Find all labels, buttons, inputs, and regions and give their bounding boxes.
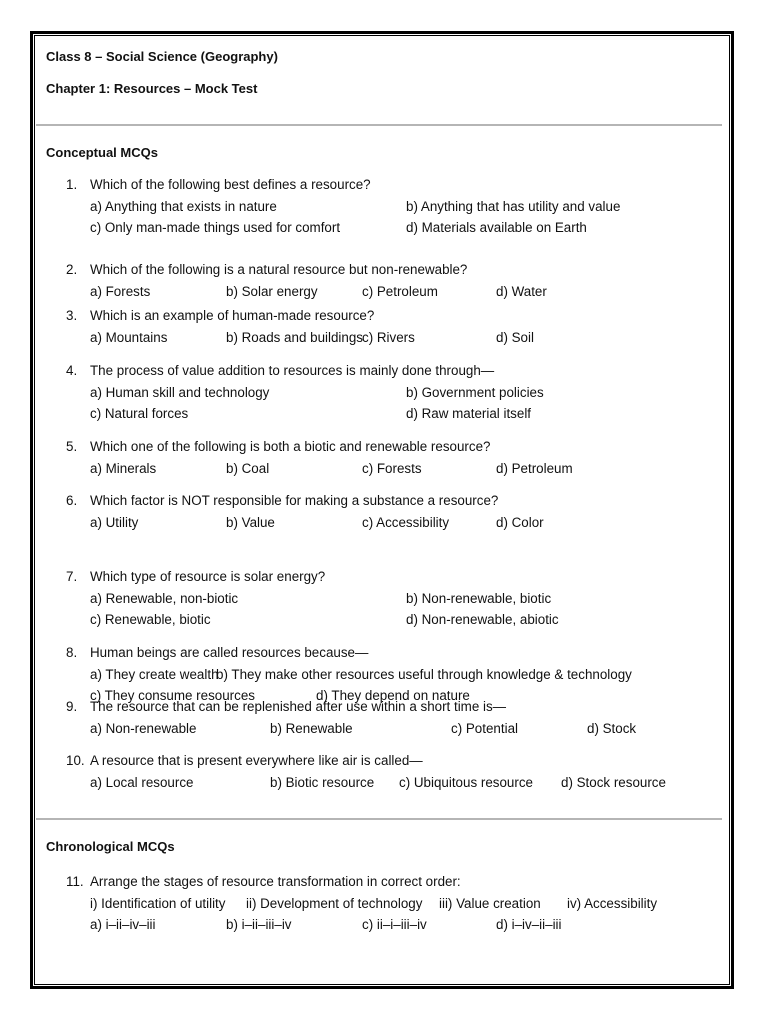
question-7 (66, 566, 726, 631)
option: b) Value (226, 514, 275, 530)
option-row (90, 458, 726, 480)
option: a) Renewable, non-biotic (90, 590, 239, 606)
question-text: Human beings are called resources because— (90, 645, 369, 660)
question-stem (66, 871, 726, 893)
options (66, 512, 726, 534)
option: iii) Value creation (439, 895, 541, 911)
document-subtitle: Chapter 1: Resources – Mock Test (46, 81, 258, 96)
option: d) i–iv–ii–iii (496, 917, 562, 932)
question-text: Arrange the stages of resource transformation in correct order: (90, 874, 461, 889)
option: d) Stock resource (561, 774, 666, 790)
option: d) Non-renewable, abiotic (406, 612, 559, 627)
option: d) They depend on nature (316, 688, 470, 703)
options (66, 382, 726, 425)
question-3 (66, 305, 726, 348)
options (66, 588, 726, 631)
option-row (90, 772, 726, 794)
option: d) Materials available on Earth (406, 220, 587, 235)
options (66, 327, 726, 349)
question-stem (66, 566, 726, 588)
question-stem (66, 750, 726, 772)
question-stem (66, 436, 726, 458)
option: b) Renewable (270, 720, 353, 736)
option: c) ii–i–iii–iv (362, 917, 427, 932)
option: d) Petroleum (496, 460, 573, 476)
option: b) Coal (226, 460, 270, 476)
option: a) Non-renewable (90, 720, 197, 736)
question-6 (66, 490, 726, 533)
question-stem (66, 642, 726, 664)
option: i) Identification of utility (90, 895, 226, 911)
question-number: 10. (66, 753, 85, 768)
option: ii) Development of technology (246, 895, 423, 911)
option: b) Anything that has utility and value (406, 198, 621, 214)
question-stem (66, 305, 726, 327)
question-stem (66, 490, 726, 512)
question-11 (66, 871, 726, 936)
question-number: 9. (66, 699, 78, 714)
option: a) Utility (90, 514, 139, 530)
option: c) They consume resources (90, 688, 255, 703)
option-row (90, 281, 726, 303)
option-row (90, 382, 726, 404)
option-row (90, 327, 726, 349)
option-row (90, 196, 726, 218)
option: c) Potential (451, 720, 518, 736)
question-10 (66, 750, 726, 793)
option-row (90, 664, 726, 686)
question-text: Which is an example of human-made resource? (90, 308, 375, 323)
option: a) They create wealth (90, 666, 219, 682)
option-row (90, 914, 726, 936)
option: c) Petroleum (362, 283, 438, 299)
options (66, 458, 726, 480)
document-title: Class 8 – Social Science (Geography) (46, 49, 278, 64)
question-number: 6. (66, 493, 78, 508)
option: a) Minerals (90, 460, 157, 476)
options (66, 281, 726, 303)
question-stem (66, 696, 726, 718)
question-text: A resource that is present everywhere like air is called— (90, 753, 423, 768)
question-number: 2. (66, 262, 78, 277)
option: a) Anything that exists in nature (90, 198, 277, 214)
question-number: 4. (66, 363, 78, 378)
question-number: 3. (66, 308, 78, 323)
question-2 (66, 259, 726, 302)
option-row (90, 718, 726, 740)
question-number: 8. (66, 645, 78, 660)
option: c) Rivers (362, 329, 415, 345)
section-heading-chronological: Chronological MCQs (46, 839, 175, 854)
option: b) Biotic resource (270, 774, 375, 790)
question-text: Which type of resource is solar energy? (90, 569, 326, 584)
question-text: Which one of the following is both a biotic and renewable resource? (90, 439, 491, 454)
option: d) Water (496, 283, 547, 299)
option: c) Ubiquitous resource (399, 774, 533, 790)
question-stem (66, 360, 726, 382)
question-text: Which factor is NOT responsible for making a substance a resource? (90, 493, 499, 508)
question-text: The resource that can be replenished after use within a short time is— (90, 699, 507, 714)
question-text: Which of the following best defines a resource? (90, 177, 371, 192)
option: b) Government policies (406, 384, 544, 400)
options (66, 196, 726, 239)
option: c) Renewable, biotic (90, 612, 211, 627)
option: a) Human skill and technology (90, 384, 270, 400)
option: d) Color (496, 514, 544, 530)
question-number: 11. (66, 874, 84, 889)
option: c) Only man-made things used for comfort (90, 220, 341, 235)
question-number: 5. (66, 439, 78, 454)
option: a) Mountains (90, 329, 168, 345)
question-stem (66, 259, 726, 281)
options (66, 772, 726, 794)
section-divider (36, 124, 722, 126)
question-text: The process of value addition to resources is mainly done through— (90, 363, 495, 378)
question-1 (66, 174, 726, 239)
option: a) i–ii–iv–iii (90, 917, 156, 932)
option: b) Roads and buildings (226, 329, 363, 345)
option: b) i–ii–iii–iv (226, 917, 292, 932)
option: b) Non-renewable, biotic (406, 590, 552, 606)
option: c) Natural forces (90, 406, 189, 421)
section-divider-2 (36, 818, 722, 820)
option: a) Forests (90, 283, 151, 299)
option-row (90, 893, 726, 915)
options (66, 893, 726, 936)
question-9 (66, 696, 726, 739)
section-heading-conceptual: Conceptual MCQs (46, 145, 158, 160)
option: a) Local resource (90, 774, 194, 790)
option: iv) Accessibility (567, 895, 658, 911)
option: b) They make other resources useful through knowledge & technology (216, 666, 632, 682)
question-5 (66, 436, 726, 479)
option: d) Stock (587, 720, 637, 736)
question-number: 1. (66, 177, 78, 192)
option: c) Forests (362, 460, 422, 476)
option-row (90, 403, 726, 425)
option: d) Soil (496, 329, 534, 345)
option-row (90, 588, 726, 610)
option: b) Solar energy (226, 283, 318, 299)
option-row (90, 217, 726, 239)
question-number: 7. (66, 569, 78, 584)
option: c) Accessibility (362, 514, 450, 530)
question-stem (66, 174, 726, 196)
option-row (90, 512, 726, 534)
option: d) Raw material itself (406, 406, 532, 421)
options (66, 718, 726, 740)
option-row (90, 609, 726, 631)
question-4 (66, 360, 726, 425)
question-text: Which of the following is a natural resource but non-renewable? (90, 262, 468, 277)
